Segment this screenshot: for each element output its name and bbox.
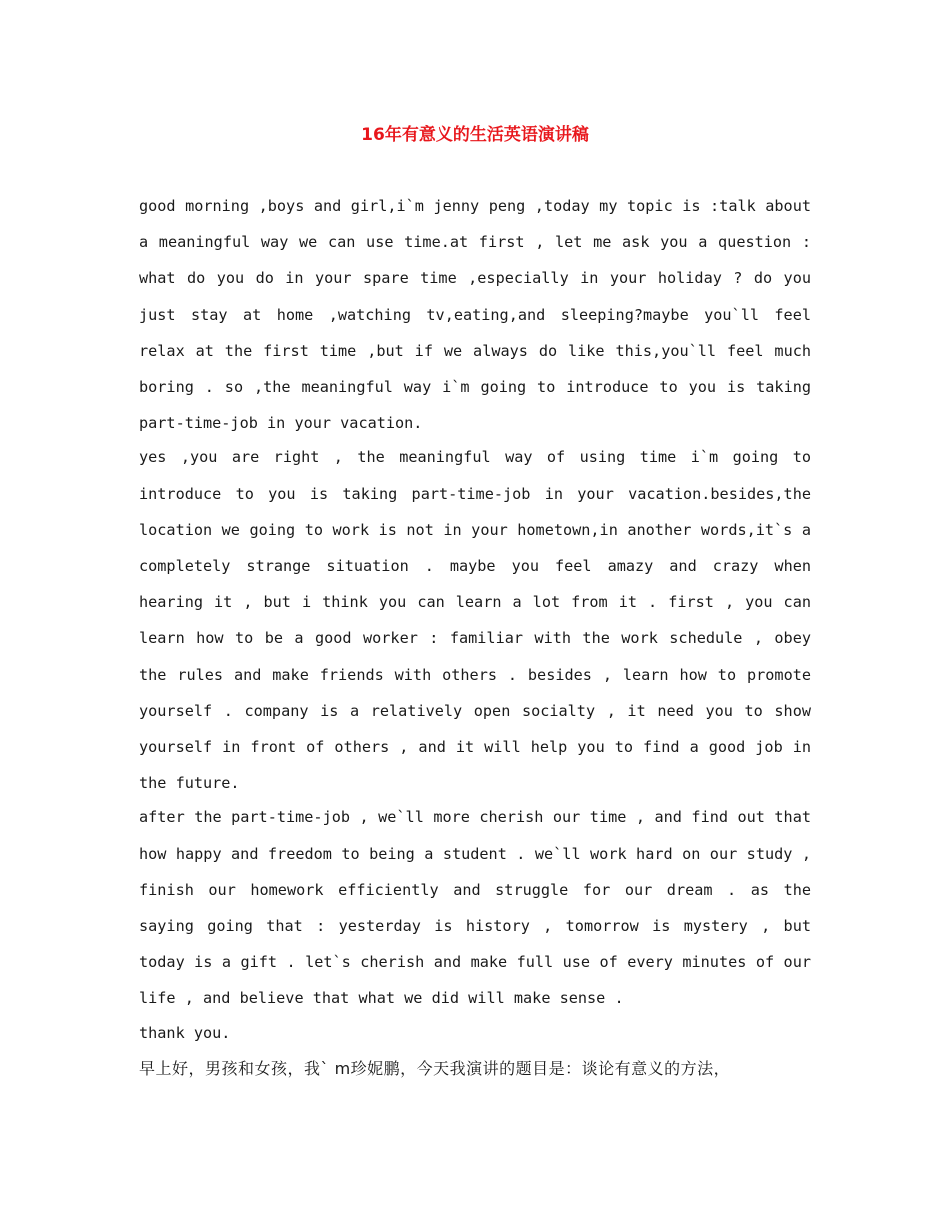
paragraph-cherish-time: after the part-time-job , we`ll more cherish our time , and find out that how happy and freedom to being a student . we`ll work hard on our study , finish our homework efficiently and struggle for our dream . as the saying going that : yesterday is history , tomorrow is mystery , but today is a gift . let`s cherish and make full use of every minutes of our life , and believe that what we did will make sense . bbox=[139, 808, 811, 1008]
document-title: 16年有意义的生活英语演讲稿 bbox=[361, 125, 589, 145]
speech-body bbox=[139, 188, 811, 1087]
chinese-translation-line: 早上好，男孩和女孩，我` m珍妮鹏，今天我演讲的题目是：谈论有意义的方法， bbox=[139, 1058, 731, 1078]
paragraph-part-time-job: yes ,you are right , the meaningful way of using time i`m going to introduce to you is taking part-time-job in your vacation.besides,the location we going to work is not in your hometown,in another words,it`s a completely strange situation . maybe you feel amazy and crazy when hearing it , but i think you can learn a lot from it . first , you can learn how to be a good worker : familiar with the work schedule , obey the rules and make friends with others . besides , learn how to promote yourself . company is a relatively open socialty , it need you to show yourself in front of others , and it will help you to find a good job in the future. bbox=[139, 448, 811, 793]
paragraph-thanks: thank you. bbox=[139, 1023, 231, 1042]
paragraph-intro: good morning ,boys and girl,i`m jenny peng ,today my topic is :talk about a meaningful way we can use time.at first , let me ask you a question : what do you do in your spare time ,especially in your holiday ? do you just stay at home ,watching tv,eating,and sleeping?maybe you`ll feel relax at the first time ,but if we always do like this,you`ll feel much boring . so ,the meaningful way i`m going to introduce to you is taking part-time-job in your vacation. bbox=[139, 197, 811, 433]
